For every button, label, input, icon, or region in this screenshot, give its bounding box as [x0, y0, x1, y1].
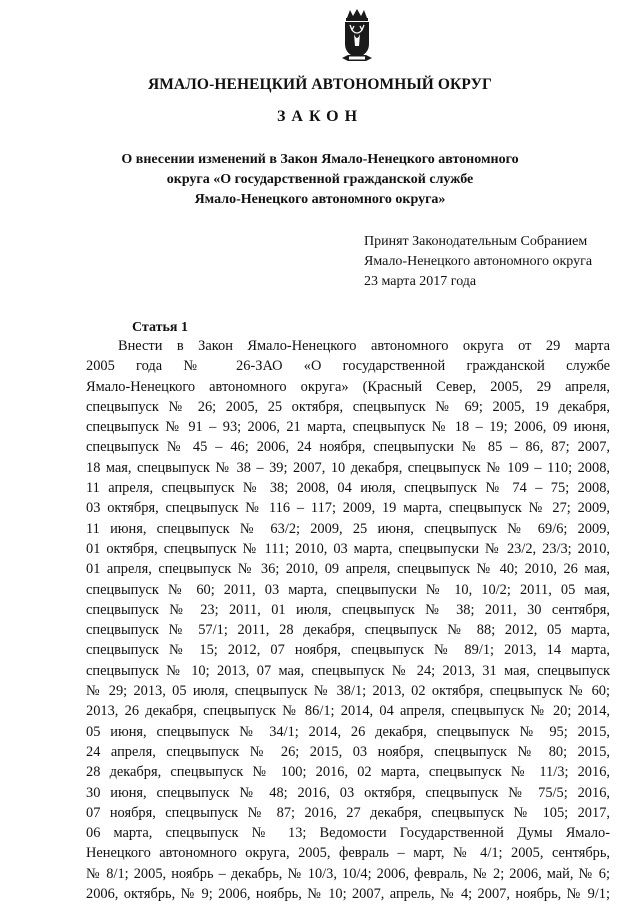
article-line: Ямало-Ненецкого автономного округа» (Красный Север, 2005, 29 апреля,: [86, 378, 610, 395]
article-line: 03 октября, спецвыпуск № 116 – 117; 2009, 19 марта, спецвыпуск № 27; 2009,: [86, 500, 610, 517]
article-line: спецвыпуск № 26; 2005, 25 октября, спецвыпуск № 69; 2005, 19 декабря,: [86, 398, 610, 415]
article-line: 2013, 26 декабря, спецвыпуск № 86/1; 2014, 04 апреля, спецвыпуск № 20; 2014,: [86, 703, 610, 720]
article-line: Внести в Закон Ямало-Ненецкого автономного округа от 29 марта: [118, 338, 610, 354]
article-line: 2005 года № 26-ЗАО «О государственной гражданской службе: [86, 358, 610, 375]
adoption-note-line: Ямало-Ненецкого автономного округа: [364, 254, 593, 269]
article-line: Ненецкого автономного округа, 2005, февраль – март, № 4/1; 2005, сентябрь,: [86, 845, 610, 862]
article-line: 11 апреля, спецвыпуск № 38; 2008, 04 июля, спецвыпуск № 74 – 75; 2008,: [86, 480, 610, 497]
article-line: № 8/1; 2005, ноябрь – декабрь, № 10/3, 10/4; 2006, февраль, № 2; 2006, май, № 6;: [86, 865, 610, 882]
adoption-note-line: Принят Законодательным Собранием: [364, 234, 588, 249]
article-line: спецвыпуск № 60; 2011, 03 марта, спецвыпуски № 10, 10/2; 2011, 05 мая,: [86, 581, 610, 598]
article-line: 24 апреля, спецвыпуск № 26; 2015, 03 ноября, спецвыпуск № 80; 2015,: [86, 743, 610, 760]
law-subject-line: О внесении изменений в Закон Ямало-Ненецкого автономного: [121, 152, 519, 167]
law-subject: [100, 150, 540, 210]
adoption-note: [364, 232, 592, 292]
region-title: ЯМАЛО-НЕНЕЦКИЙ АВТОНОМНЫЙ ОКРУГ: [147, 76, 493, 93]
law-subject-line: Ямало-Ненецкого автономного округа»: [194, 192, 446, 207]
article-heading: Статья 1: [132, 320, 188, 335]
article-line: 2006, октябрь, № 9; 2006, ноябрь, № 10; 2007, апрель, № 4; 2007, ноябрь, № 9/1;: [86, 886, 610, 903]
article-line: спецвыпуск № 45 – 46; 2006, 24 ноября, спецвыпуски № 85 – 86, 87; 2007,: [86, 439, 610, 456]
article-line: 11 июня, спецвыпуск № 63/2; 2009, 25 июня, спецвыпуск № 69/6; 2009,: [86, 520, 610, 537]
article-line: спецвыпуск № 91 – 93; 2006, 21 марта, спецвыпуск № 18 – 19; 2006, 09 июня,: [86, 419, 610, 436]
article-line: спецвыпуск № 10; 2013, 07 мая, спецвыпуск № 24; 2013, 31 мая, спецвыпуск: [86, 662, 610, 679]
article-line: 30 июня, спецвыпуск № 48; 2016, 03 октября, спецвыпуск № 75/5; 2016,: [86, 784, 610, 801]
article-line: № 29; 2013, 05 июля, спецвыпуск № 38/1; 2013, 02 октября, спецвыпуск № 60;: [86, 683, 610, 700]
article-line: спецвыпуск № 23; 2011, 01 июля, спецвыпуск № 38; 2011, 30 сентября,: [86, 601, 610, 618]
article-line: 01 октября, спецвыпуск № 111; 2010, 03 марта, спецвыпуски № 23/2, 23/3; 2010,: [86, 540, 610, 557]
article-line: спецвыпуск № 15; 2012, 07 ноября, спецвыпуск № 89/1; 2013, 14 марта,: [86, 642, 610, 659]
law-subject-line: округа «О государственной гражданской службе: [166, 172, 474, 187]
article-line: 01 апреля, спецвыпуск № 36; 2010, 09 апреля, спецвыпуск № 40; 2010, 26 мая,: [86, 561, 610, 578]
article-line: 28 декабря, спецвыпуск № 100; 2016, 02 марта, спецвыпуск № 11/3; 2016,: [86, 764, 610, 781]
yamal-coat-of-arms-icon: [336, 8, 378, 66]
document-type-title: ЗАКОН: [276, 108, 364, 125]
adoption-date: 23 марта 2017 года: [364, 274, 477, 289]
article-line: 06 марта, спецвыпуск № 13; Ведомости Государственной Думы Ямало-: [86, 825, 610, 842]
article-line: 07 ноября, спецвыпуск № 87; 2016, 27 декабря, спецвыпуск № 105; 2017,: [86, 804, 610, 821]
article-line: спецвыпуск № 57/1; 2011, 28 декабря, спецвыпуск № 88; 2012, 05 марта,: [86, 622, 610, 639]
article-line: 18 мая, спецвыпуск № 38 – 39; 2007, 10 декабря, спецвыпуск № 109 – 110; 2008,: [86, 459, 610, 476]
article-body: [86, 336, 610, 904]
article-line: 05 июня, спецвыпуск № 34/1; 2014, 26 декабря, спецвыпуск № 95; 2015,: [86, 723, 610, 740]
